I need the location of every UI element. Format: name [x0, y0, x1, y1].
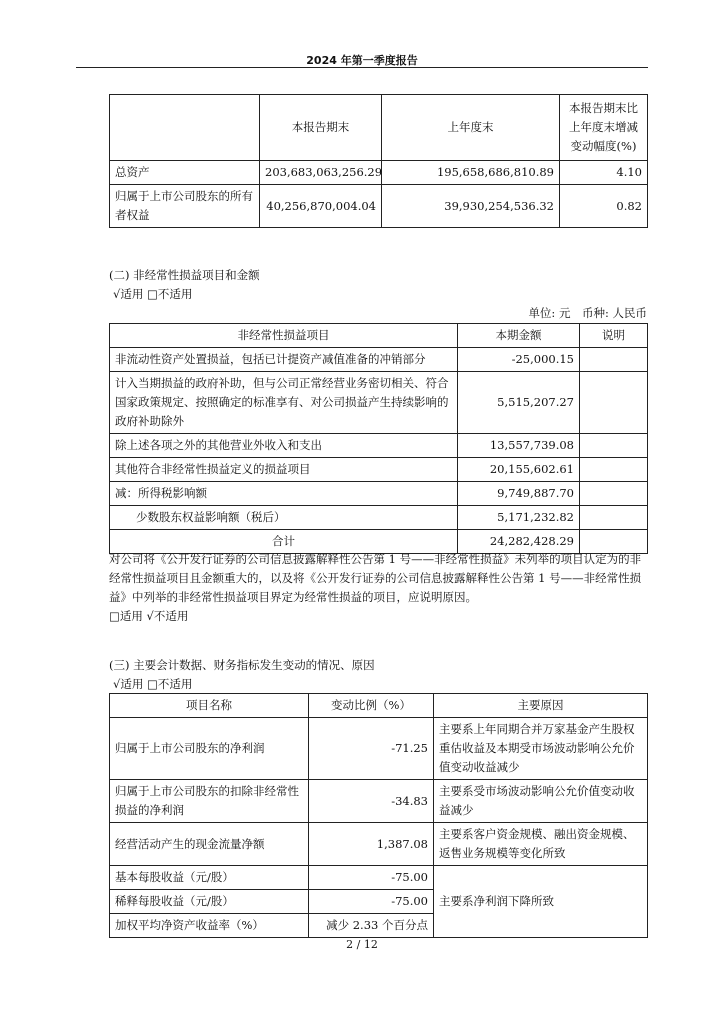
- table3-header-reason: 主要原因: [434, 694, 648, 718]
- table3-ratio: 1,387.08: [309, 823, 434, 866]
- table2-amount: 9,749,887.70: [458, 482, 580, 506]
- table2-header-note: 说明: [580, 324, 648, 348]
- table3-reason: 主要系上年同期合并万家基金产生股权重估收益及本期受市场波动影响公允价值变动收益减少: [434, 718, 648, 780]
- table2-header-amount: 本期金额: [458, 324, 580, 348]
- table3-reason: 主要系受市场波动影响公允价值变动收益减少: [434, 780, 648, 823]
- table2-note: [580, 434, 648, 458]
- section3-title: (三) 主要会计数据、财务指标发生变动的情况、原因: [109, 658, 375, 672]
- table1-row-label: 归属于上市公司股东的所有者权益: [110, 185, 260, 228]
- table2-item: 非流动性资产处置损益，包括已计提资产减值准备的冲销部分: [110, 348, 458, 372]
- table2-amount: 20,155,602.61: [458, 458, 580, 482]
- table2-item: 其他符合非经常性损益定义的损益项目: [110, 458, 458, 482]
- table1-cell: 0.82: [560, 185, 648, 228]
- table2-item: 少数股东权益影响额（税后）: [110, 506, 458, 530]
- table3-item: 归属于上市公司股东的净利润: [110, 718, 309, 780]
- table2-amount: 5,171,232.82: [458, 506, 580, 530]
- table1-cell: 195,658,686,810.89: [382, 161, 560, 185]
- table2-item: 计入当期损益的政府补助，但与公司正常经营业务密切相关、符合国家政策规定、按照确定的标准享有、对公司损益产生持续影响的政府补助除外: [110, 372, 458, 434]
- table2-total-label: 合计: [110, 530, 458, 554]
- table3-ratio: -34.83: [309, 780, 434, 823]
- table2-header-item: 非经常性损益项目: [110, 324, 458, 348]
- table1-header-blank: [110, 95, 260, 161]
- table3-item: 经营活动产生的现金流量净额: [110, 823, 309, 866]
- table3-item: 归属于上市公司股东的扣除非经常性损益的净利润: [110, 780, 309, 823]
- balance-table: [109, 94, 648, 228]
- table2-note: [580, 458, 648, 482]
- section2-note-applicable: □适用 √不适用: [109, 609, 189, 623]
- table3-ratio: 减少 2.33 个百分点: [309, 914, 434, 938]
- table1-cell: 203,683,063,256.29: [260, 161, 382, 185]
- table2-amount: 13,557,739.08: [458, 434, 580, 458]
- non-recurring-table: [109, 323, 648, 554]
- table3-reason: 主要系客户资金规模、融出资金规模、返售业务规模等变化所致: [434, 823, 648, 866]
- table1-cell: 39,930,254,536.32: [382, 185, 560, 228]
- table2-amount: -25,000.15: [458, 348, 580, 372]
- table2-total-amount: 24,282,428.29: [458, 530, 580, 554]
- report-header-title: 2024 年第一季度报告: [306, 54, 418, 67]
- table2-item: 除上述各项之外的其他营业外收入和支出: [110, 434, 458, 458]
- section2-unit: 单位: 元 币种: 人民币: [528, 306, 647, 320]
- table3-item: 加权平均净资产收益率（%）: [110, 914, 309, 938]
- table3-header-ratio: 变动比例（%）: [309, 694, 434, 718]
- section3-applicable: √适用 □不适用: [113, 677, 193, 691]
- page-number: 2 / 12: [346, 938, 378, 951]
- table3-header-item: 项目名称: [110, 694, 309, 718]
- header-divider: [76, 67, 648, 68]
- table1-header-current: 本报告期末: [260, 95, 382, 161]
- table2-note: [580, 348, 648, 372]
- key-indicator-change-table: [109, 693, 648, 938]
- table3-ratio: -75.00: [309, 890, 434, 914]
- section2-note: 对公司将《公开发行证券的公司信息披露解释性公告第 1 号——非经常性损益》未列举的项目认定为的非经常性损益项目且金额重大的，以及将《公开发行证券的公司信息披露解释性公告第 1 号——非经常性损益》中列举的非经常性损益项目界定为经常性损益的项目，应说明原因。: [109, 552, 642, 604]
- table1-header-change: 本报告期末比上年度末增减变动幅度(%): [560, 95, 648, 161]
- table3-ratio: -75.00: [309, 866, 434, 890]
- table1-header-prior: 上年度末: [382, 95, 560, 161]
- table2-note: [580, 372, 648, 434]
- section2-title: (二) 非经常性损益项目和金额: [109, 268, 260, 282]
- section2-applicable: √适用 □不适用: [113, 287, 193, 301]
- table2-amount: 5,515,207.27: [458, 372, 580, 434]
- table3-reason-merged: 主要系净利润下降所致: [434, 866, 648, 938]
- table1-cell: 40,256,870,004.04: [260, 185, 382, 228]
- table1-row-label: 总资产: [110, 161, 260, 185]
- table2-note: [580, 482, 648, 506]
- table1-cell: 4.10: [560, 161, 648, 185]
- table3-item: 基本每股收益（元/股）: [110, 866, 309, 890]
- table3-ratio: -71.25: [309, 718, 434, 780]
- table3-item: 稀释每股收益（元/股）: [110, 890, 309, 914]
- table2-item: 减：所得税影响额: [110, 482, 458, 506]
- table2-note: [580, 506, 648, 530]
